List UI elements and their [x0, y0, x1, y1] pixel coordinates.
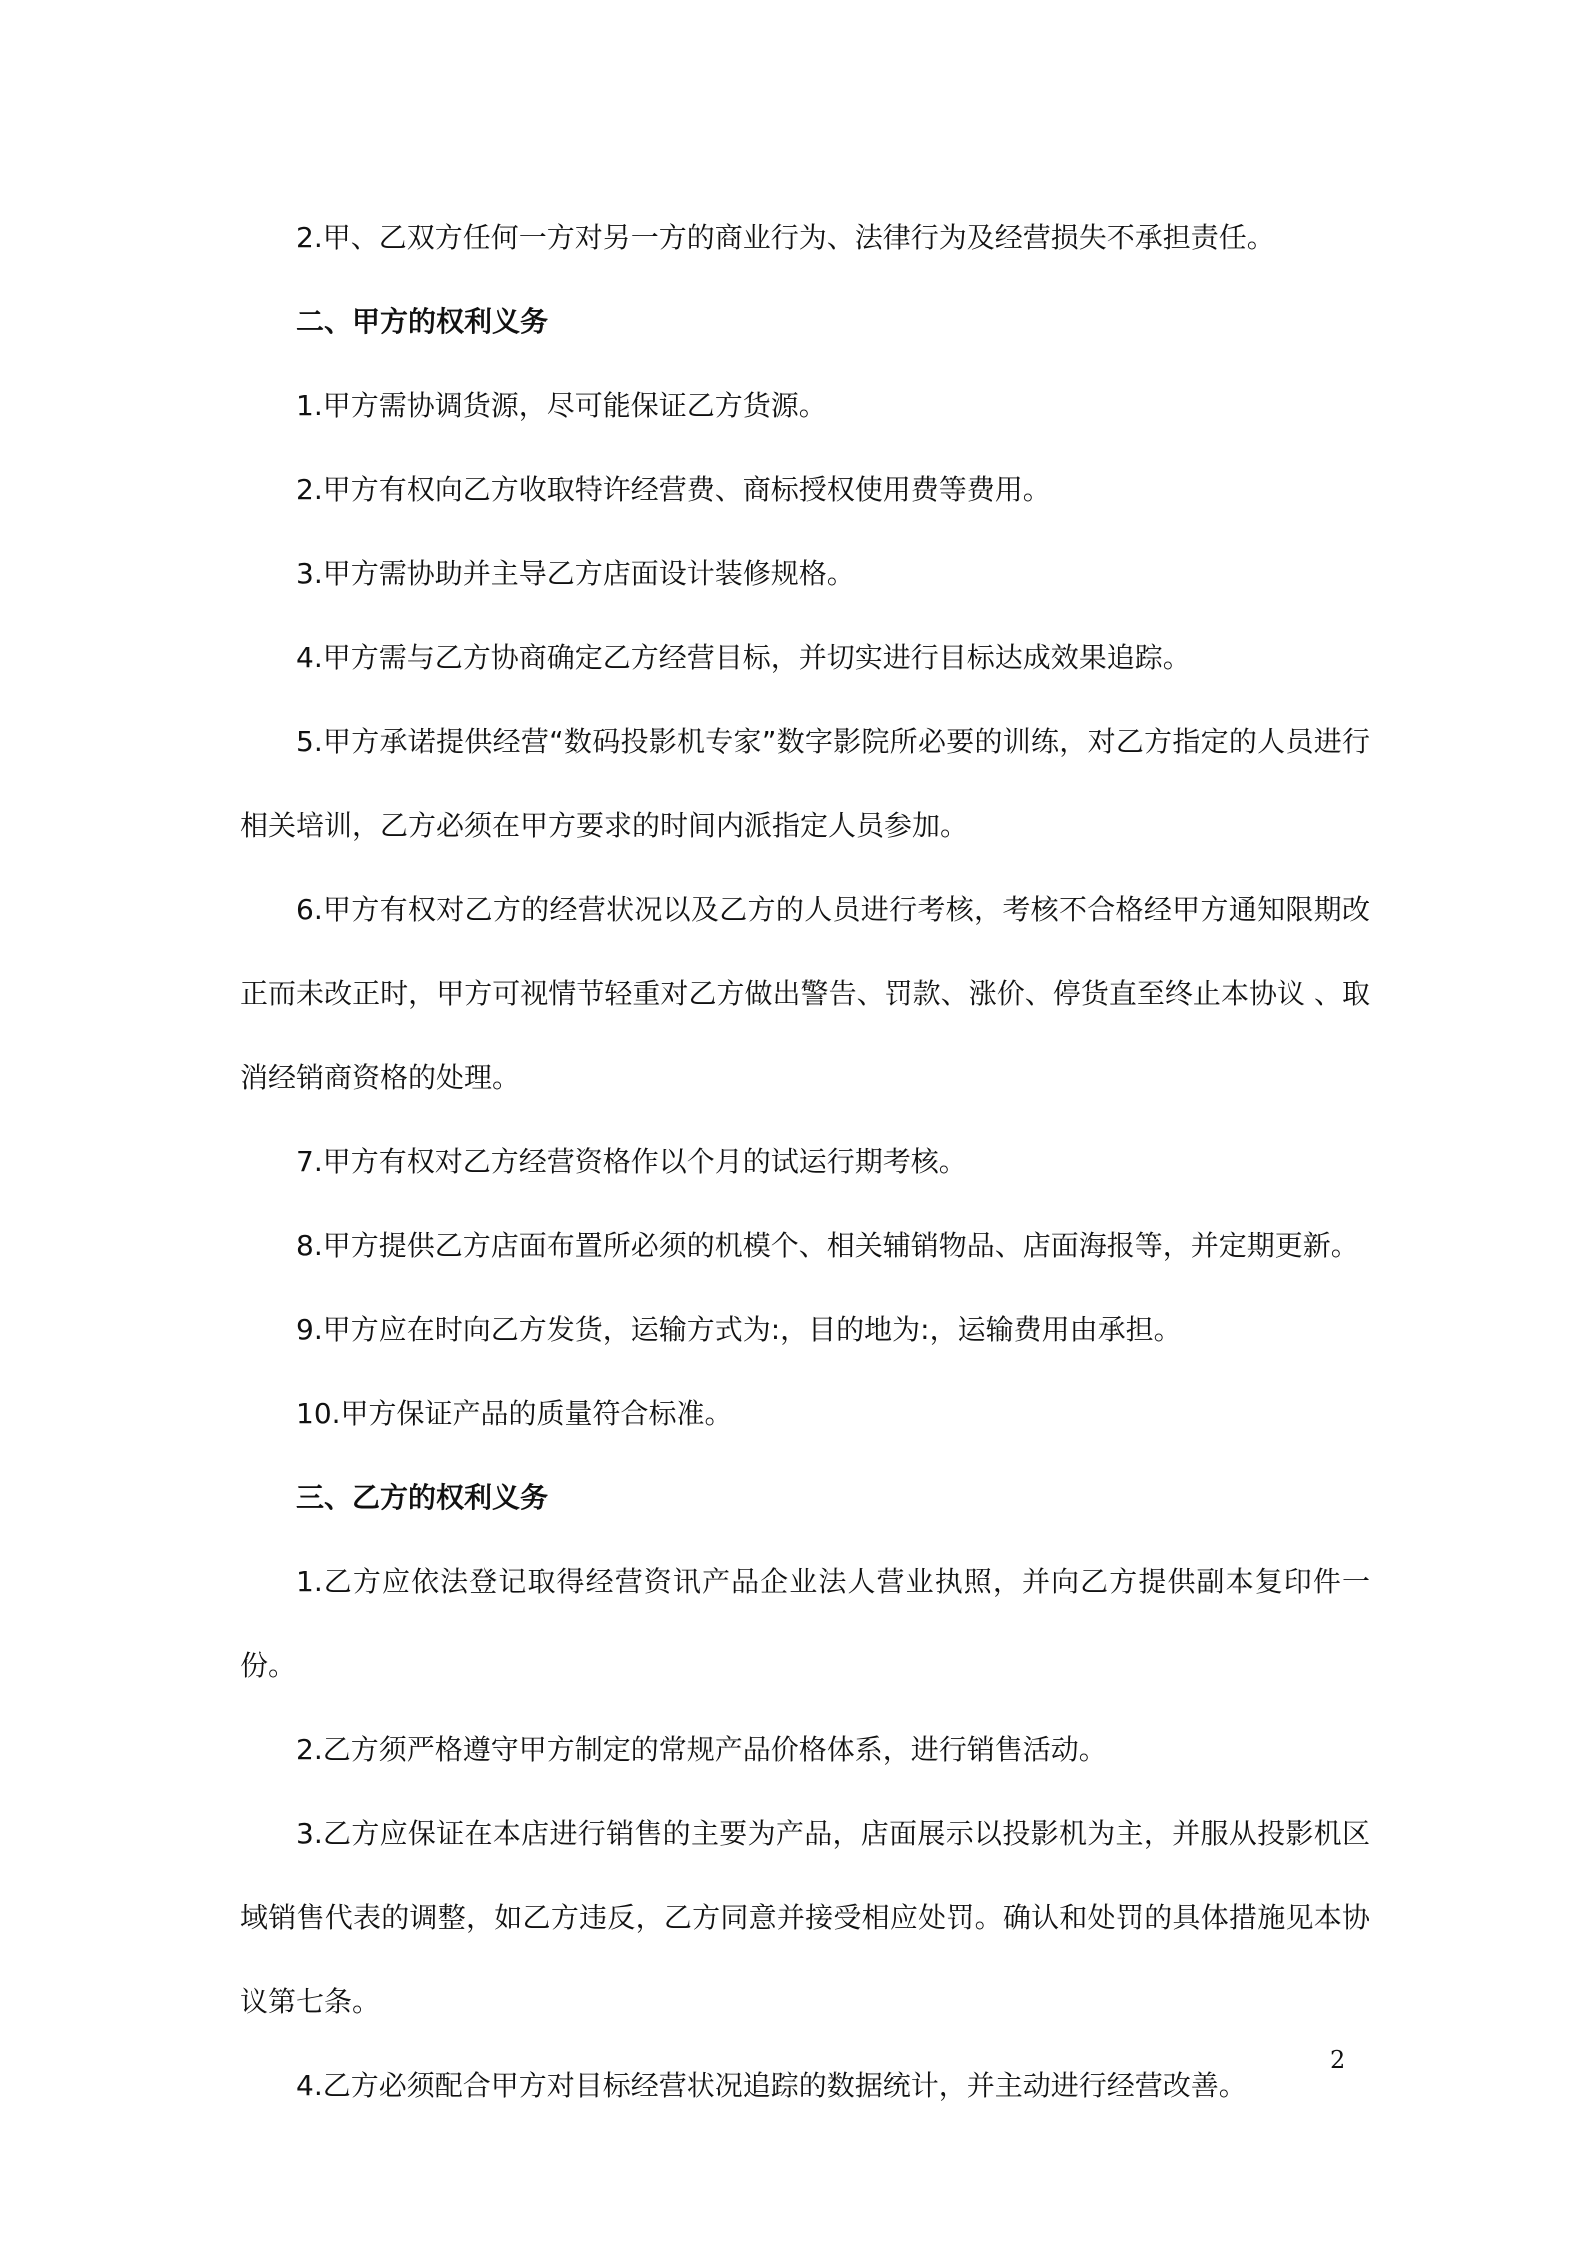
page-number: 2 — [1330, 2046, 1346, 2074]
paragraph: 1.乙方应依法登记取得经营资讯产品企业法人营业执照，并向乙方提供副本复印件一份。 — [240, 1565, 1370, 1682]
paragraph: 10.甲方保证产品的质量符合标准。 — [296, 1397, 733, 1430]
paragraph: 7.甲方有权对乙方经营资格作以个月的试运行期考核。 — [296, 1145, 967, 1178]
paragraph: 5.甲方承诺提供经营“数码投影机专家”数字影院所必要的训练，对乙方指定的人员进行相关培训，乙方必须在甲方要求的时间内派指定人员参加。 — [240, 725, 1370, 842]
document-body — [240, 196, 1370, 2128]
paragraph: 6.甲方有权对乙方的经营状况以及乙方的人员进行考核，考核不合格经甲方通知限期改正而未改正时，甲方可视情节轻重对乙方做出警告、罚款、涨价、停货直至终止本协议 、取消经销商资格的处理。 — [240, 893, 1370, 1094]
paragraph: 2.甲方有权向乙方收取特许经营费、商标授权使用费等费用。 — [296, 473, 1051, 506]
section-heading: 三、乙方的权利义务 — [296, 1481, 549, 1514]
paragraph: 4.乙方必须配合甲方对目标经营状况追踪的数据统计，并主动进行经营改善。 — [296, 2069, 1247, 2102]
paragraph: 8.甲方提供乙方店面布置所必须的机模个、相关辅销物品、店面海报等，并定期更新。 — [296, 1229, 1359, 1262]
paragraph: 1.甲方需协调货源，尽可能保证乙方货源。 — [296, 389, 827, 422]
paragraph: 3.乙方应保证在本店进行销售的主要为产品，店面展示以投影机为主，并服从投影机区域销售代表的调整，如乙方违反，乙方同意并接受相应处罚。确认和处罚的具体措施见本协议第七条。 — [240, 1817, 1370, 2018]
paragraph: 3.甲方需协助并主导乙方店面设计装修规格。 — [296, 557, 855, 590]
paragraph: 2.乙方须严格遵守甲方制定的常规产品价格体系，进行销售活动。 — [296, 1733, 1107, 1766]
paragraph: 4.甲方需与乙方协商确定乙方经营目标，并切实进行目标达成效果追踪。 — [296, 641, 1191, 674]
paragraph: 2.甲、乙双方任何一方对另一方的商业行为、法律行为及经营损失不承担责任。 — [296, 221, 1275, 254]
paragraph: 9.甲方应在时向乙方发货，运输方式为:，目的地为:，运输费用由承担。 — [296, 1313, 1182, 1346]
section-heading: 二、甲方的权利义务 — [296, 305, 549, 338]
